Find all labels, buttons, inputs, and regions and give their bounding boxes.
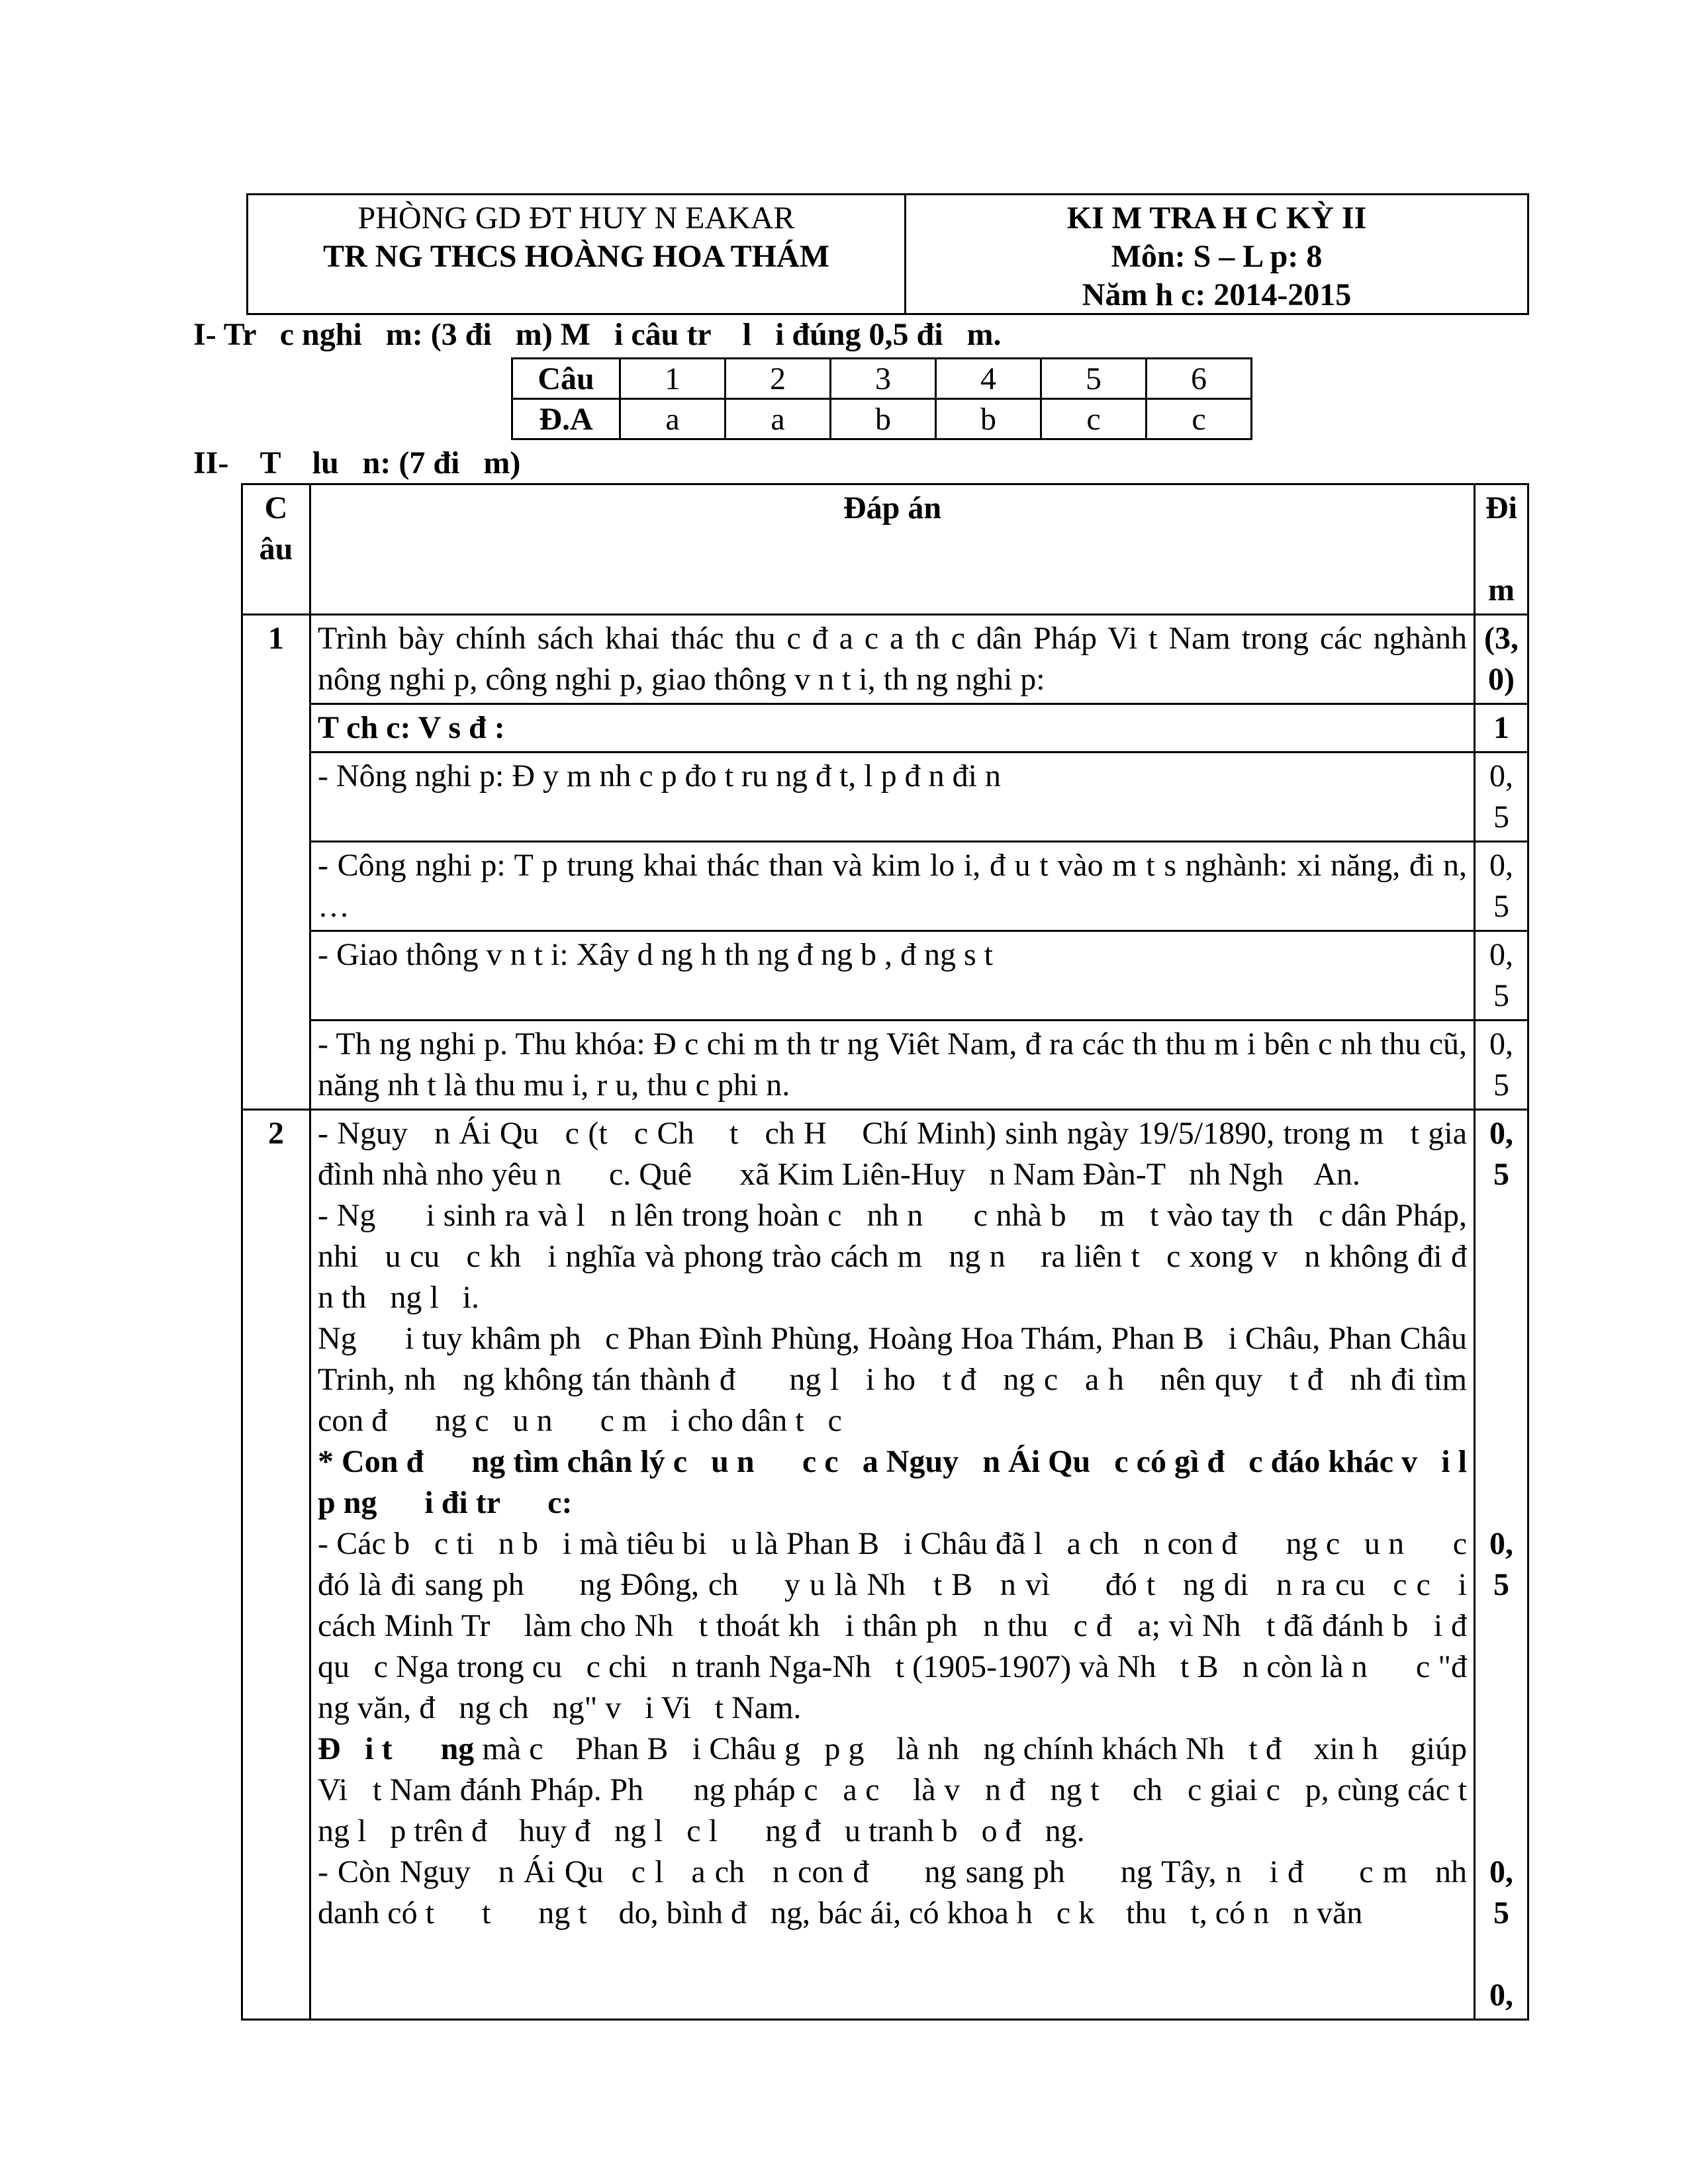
department-name: PHÒNG GD ĐT HUY N EAKAR [357,201,795,236]
answer-point: - Công nghi p: T p trung khai thác than và kim lo i, đ u t vào m t s nghành: xi năng, đi n, … [310,842,1475,931]
mcq-row-label: Câu [512,359,620,399]
question-1-subrow [242,704,1528,752]
mcq-answer: c [1147,399,1252,439]
mcq-row-label: Đ.A [512,399,620,439]
answer-subheading: * Con đ ng tìm chân lý c u n c c a Nguy n Ái Qu c có gì đ c đáo khác v i l p ng i đi tr c: [318,1444,1491,1520]
answer-paragraph: - Các b c ti n b i mà tiêu bi u là Phan B i Châu đã l a ch n con đ ng c u n c đó là đi sang ph ng Đông, ch y u là Nh t B n vì đó t ng di n ra cu c c i cách Minh Tr làm cho Nh t thoát kh i thân ph n thu c đ a; vì Nh t đã đánh b i đ qu c Nga trong cu c chi n tranh Nga-Nh t (1905-1907) và Nh t B n còn là n c "đ ng văn, đ ng ch ng" v i Vi t Nam. [318,1526,1515,1725]
point-score: 0, 5 [1475,931,1528,1021]
score-column-header: Đi m [1475,484,1528,615]
question-1-subrow [242,752,1528,842]
mcq-answer-table [511,357,1252,440]
answer-paragraph [318,1729,1491,1852]
question-1-subrow [242,842,1528,931]
answer-point: - Giao thông v n t i: Xây d ng h th ng đ ng b , đ ng s t [310,931,1475,1021]
mcq-answer: a [620,399,726,439]
point-score: 0, 5 [1475,752,1528,842]
exam-subject: Môn: S – L p: 8 [1111,239,1323,274]
answer-point: - Nông nghi p: Đ y m nh c p đo t ru ng đ t, l p đ n đi n [310,752,1475,842]
question-1-subrow [242,1021,1528,1110]
school-name: TR NG THCS HOÀNG HOA THÁM [323,239,829,274]
essay-answer-table [241,483,1529,2021]
mcq-answer: b [936,399,1041,439]
exam-info [906,195,1527,313]
mcq-question-number: 1 [620,359,726,399]
question-1-subrow [242,931,1528,1021]
question-2-number: 2 [242,1110,310,2020]
document-header [246,193,1529,315]
question-1-intro-row [242,615,1528,704]
mcq-question-row [512,359,1252,399]
mcq-question-number: 5 [1041,359,1147,399]
answer-point: T ch c: V s đ : [310,704,1475,752]
mcq-answer: b [831,399,936,439]
mcq-question-number: 2 [726,359,831,399]
answer-paragraph: - Nguy n Ái Qu c (t c Ch t ch H Chí Minh) sinh ngày 19/5/1890, trong m t gia đình nhà nho yêu n c. Quê xã Kim Liên-Huy n Nam Đàn-T nh Ngh An. [318,1116,1475,1192]
point-score: 0, 5 [1475,1021,1528,1110]
mcq-answer: c [1041,399,1147,439]
essay-header-row [242,484,1528,615]
question-2-row [242,1110,1528,2020]
question-column-header: C âu [242,484,310,615]
exam-year: Năm h c: 2014-2015 [1082,277,1352,312]
question-1-prompt: Trình bày chính sách khai thác thu c đ a c a th c dân Pháp Vi t Nam trong các nghành nông nghi p, công nghi p, giao thông v n t i, th ng nghi p: [310,615,1475,704]
mcq-question-number: 6 [1147,359,1252,399]
mcq-question-number: 3 [831,359,936,399]
answer-point: - Th ng nghi p. Thu khóa: Đ c chi m th tr ng Viêt Nam, đ ra các th thu m i bên c nh thu cũ, năng nh t là thu mu i, r u, thu c phi n. [310,1021,1475,1110]
answer-paragraph: Ng i tuy khâm ph c Phan Đình Phùng, Hoàng Hoa Thám, Phan B i Châu, Phan Châu Trinh, nh ng không tán thành đ ng l i ho t đ ng c a h nên quy t đ nh đi tìm con đ ng c u n c m i cho dân t c [318,1321,1475,1438]
point-score: 1 [1475,704,1528,752]
mcq-question-number: 4 [936,359,1041,399]
section-1-title: I- Tr c nghi m: (3 đi m) M i câu tr l i đúng 0,5 đi m. [193,317,1002,352]
bold-phrase: Đ i t ng [318,1731,475,1766]
mcq-answer-row [512,399,1252,439]
answer-paragraph: - Ng i sinh ra và l n lên trong hoàn c nh n c nhà b m t vào tay th c dân Pháp, nhi u cu c kh i nghĩa và phong trào cách m ng n ra liên t c xong v n không đi đ n th ng l i. [318,1198,1491,1315]
section-2-title: II- T lu n: (7 đi m) [193,445,521,480]
mcq-answer: a [726,399,831,439]
question-1-number: 1 [242,615,310,1110]
question-2-scores: 0, 5 0, 5 0, 5 0, [1475,1110,1528,2020]
exam-title: KI M TRA H C KỲ II [1066,201,1367,236]
point-score: 0, 5 [1475,842,1528,931]
paragraph-text: mà c Phan B i Châu g p g là nh ng chính khách Nh t đ xin h giúp Vi t Nam đánh Pháp. Ph ng pháp c a c là v n đ ng t ch c giai c p, cùng các t ng l p trên đ huy đ ng l c l ng đ u tranh b o đ ng. [318,1731,1491,1848]
question-1-total-score: (3, 0) [1475,615,1528,704]
answer-column-header: Đáp án [310,484,1475,615]
answer-paragraph: - Còn Nguy n Ái Qu c l a ch n con đ ng sang ph ng Tây, n i đ c m nh danh có t t ng t do, bình đ ng, bác ái, có khoa h c k thu t, có n n văn [318,1854,1475,1931]
school-info [248,195,906,313]
